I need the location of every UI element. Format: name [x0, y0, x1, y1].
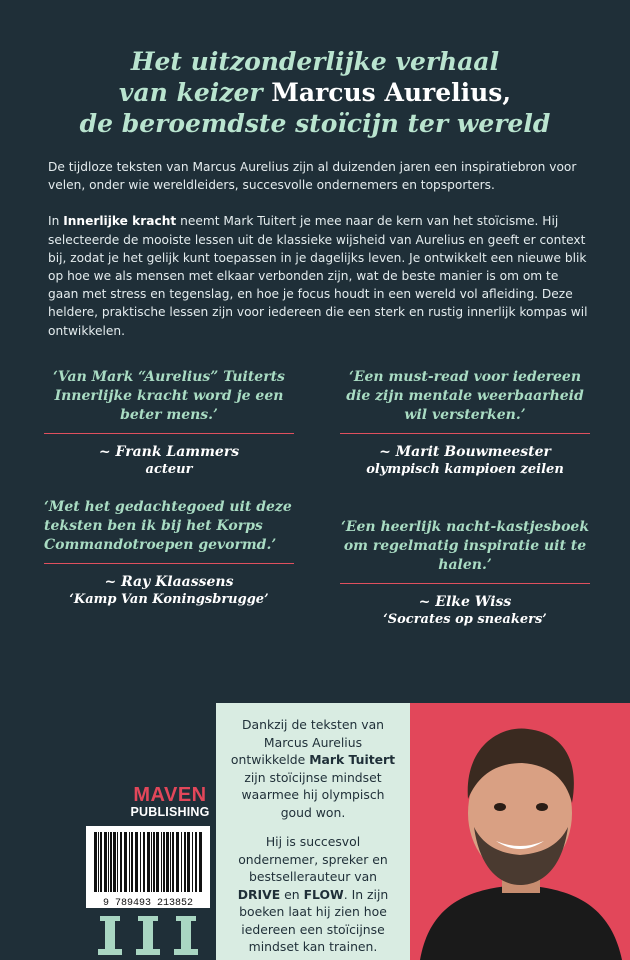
- intro-paragraph-2-prefix: In: [48, 214, 64, 229]
- publisher-logo-line-2: PUBLISHING: [130, 805, 210, 819]
- headline-line-2-prefix: van keizer: [118, 78, 272, 107]
- publisher-logo-line-1: MAVEN: [133, 784, 207, 806]
- intro-paragraph-2: [48, 212, 588, 339]
- intro-text: [48, 158, 588, 358]
- bio-p1-prefix: Dankzij de teksten van Marcus Aurelius ontwikkelde: [230, 717, 385, 767]
- headline: [40, 46, 590, 139]
- quote-ray-klaassens: [44, 498, 294, 609]
- headline-line-3: de beroemdste stoïcijn ter wereld: [79, 109, 551, 138]
- quote-author: ~ Ray Klaassens: [104, 574, 234, 590]
- bio-p1-suffix: zijn stoïcijnse mindset waarmee hij olympisch goud won.: [241, 769, 385, 820]
- quote-divider: [340, 433, 590, 434]
- pillars-illustration: [86, 912, 210, 960]
- bio-p2-mid: en: [280, 886, 304, 902]
- quote-marit-bouwmeester: [340, 368, 590, 479]
- intro-paragraph-1: De tijdloze teksten van Marcus Aurelius zijn al duizenden jaren een inspiratiebron voor velen, onder wie wereldleiders, succesvolle ondernemers en topsporters.: [48, 160, 577, 193]
- publisher-logo: [130, 784, 210, 821]
- headline-line-1: Het uitzonderlijke verhaal: [130, 47, 500, 76]
- barcode-number: 9 789493 213852: [102, 898, 194, 908]
- quote-role: olympisch kampioen zeilen: [366, 462, 564, 477]
- quote-author: ~ Marit Bouwmeester: [379, 444, 551, 460]
- author-name: Mark Tuitert: [309, 752, 396, 767]
- bio-p2-prefix: Hij is succesvol ondernemer, spreker en bestsellerauteur van: [238, 834, 388, 884]
- bio-paragraph-1: [226, 716, 400, 821]
- quote-role: ‘Kamp Van Koningsbrugge’: [69, 592, 269, 607]
- quote-elke-wiss: [340, 518, 590, 629]
- quote-author: ~ Frank Lammers: [98, 444, 240, 460]
- bio-p2-suffix: . In zijn boeken laat hij zien hoe iedereen een stoïcijnse mindset kan trainen.: [239, 886, 389, 954]
- book-drive: DRIVE: [237, 886, 281, 902]
- intro-paragraph-2-body: neemt Mark Tuitert je mee naar de kern van het stoïcisme. Hij selecteerde de mooiste lessen uit de klassieke wijsheid van Aurelius en geeft er context bij, zodat je het gelijk kunt toepassen in je dagelijks leven. Je ontwikkelt een nieuwe blik op hoe we als mensen met elkaar verbonden zijn, wat de beste manier is om om te gaan met stress en tegenslag, en hoe je focus houdt in een wereld vol afleiding. Deze heldere, praktische lessen zijn voor iedereen die een sterk en rustig innerlijk kompas wil ontwikkelen.: [48, 214, 588, 338]
- isbn-barcode: [86, 826, 210, 908]
- quote-author: ~ Elke Wiss: [418, 594, 512, 610]
- book-flow: FLOW: [303, 886, 344, 902]
- headline-name: Marcus Aurelius,: [271, 78, 512, 107]
- quote-role: ‘Socrates op sneakers’: [383, 612, 547, 627]
- book-title: Innerlijke kracht: [63, 214, 177, 229]
- quote-frank-lammers: [44, 368, 294, 479]
- author-portrait: [410, 703, 630, 960]
- bio-paragraph-2: [226, 833, 400, 956]
- author-bio: [216, 703, 410, 960]
- quote-text: ‘Met het gedachtegoed uit deze teksten ben ik bij het Korps Commandotroepen gevormd.’: [44, 499, 292, 553]
- barcode-bars: [86, 826, 210, 908]
- headline-line-2: [40, 77, 590, 108]
- quote-text: ‘Een must-read voor iedereen die zijn mentale weerbaarheid wil versterken.’: [346, 369, 584, 423]
- quote-divider: [340, 583, 590, 584]
- quote-divider: [44, 433, 294, 434]
- quote-role: acteur: [145, 462, 193, 477]
- author-photo: [410, 703, 630, 960]
- quote-text: ‘Van Mark “Aurelius” Tuiterts Innerlijke kracht word je een beter mens.’: [53, 369, 285, 423]
- quote-divider: [44, 563, 294, 564]
- quote-text: ‘Een heerlijk nacht-kastjesboek om regelmatig inspiratie uit te halen.’: [340, 519, 590, 573]
